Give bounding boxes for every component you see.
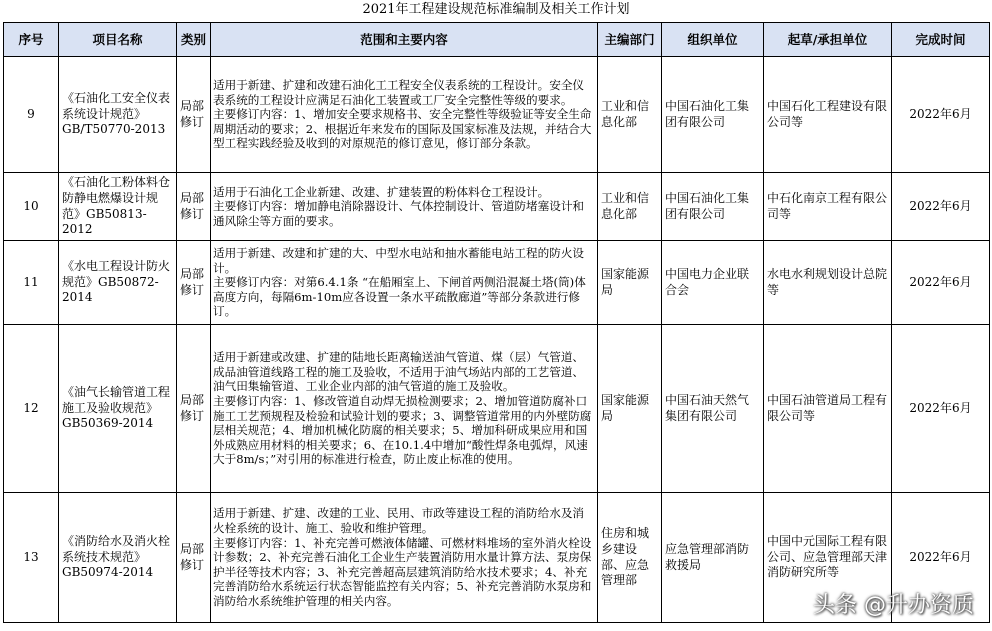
category: 局部修订 <box>177 241 211 325</box>
table-row <box>4 325 990 493</box>
editing-dept: 国家能源局 <box>598 325 662 493</box>
scope-content: 适用于新建或改建、扩建的陆地长距离输送油气管道、煤（层）气管道、成品油管道线路工程的施工及验收，不适用于油气场站内部的工艺管道、油气田集输管道、工业企业内部的油气管道的施工及验收。 主要修订内容：1、修改管道自动焊无损检测要求；2、增加管道防腐补口施工工艺预规程及检验和试验计划的要求；3、调整管道常用的内外壁防腐层相关规范；4、增加机械化防腐的相关要求；5、增加科研成果应用和国外成熟应用材料的相关要求；6、在10.1.4中增加“酸性焊条电弧焊，风速大于8m/s；”对引用的标准进行检查，防止废止标准的使用。 <box>211 325 598 493</box>
row-number: 11 <box>4 241 59 325</box>
organizer: 应急管理部消防救援局 <box>662 493 764 623</box>
editing-dept: 工业和信息化部 <box>598 173 662 241</box>
drafting-unit: 中国中元国际工程有限公司、应急管理部天津消防研究所等 <box>764 493 892 623</box>
completion-date: 2022年6月 <box>892 493 990 623</box>
category: 局部修订 <box>177 493 211 623</box>
document-title: 2021年工程建设规范标准编制及相关工作计划 <box>362 2 630 17</box>
project-name: 《石油化工粉体料仓防静电燃爆设计规范》GB50813-2012 <box>59 173 177 241</box>
table-row <box>4 241 990 325</box>
table-row <box>4 57 990 173</box>
project-name: 《油气长输管道工程施工及验收规范》GB50369-2014 <box>59 325 177 493</box>
scope-content: 适用于新建、扩建、改建的工业、民用、市政等建设工程的消防给水及消火栓系统的设计、施工、验收和维护管理。 主要修订内容：1、补充完善可燃液体储罐、可燃材料堆场的室外消火栓设计参数；2、补充完善石油化工企业生产装置消防用水量计算方法、泵房保护半径等技术内容；3、补充完善超高层建筑消防给水技术要求；4、补充完善消防给水系统运行状态智能监控有关内容；5、补充完善消防水泵房和消防给水系统维护管理的相关内容。 <box>211 493 598 623</box>
plan-table <box>3 22 990 623</box>
category: 局部修订 <box>177 325 211 493</box>
watermark: 头条 @升办资质 <box>813 593 974 618</box>
drafting-unit: 水电水利规划设计总院等 <box>764 241 892 325</box>
editing-dept: 国家能源局 <box>598 241 662 325</box>
category: 局部修订 <box>177 57 211 173</box>
header-dept: 主编部门 <box>598 23 662 57</box>
scope-content: 适用于石油化工企业新建、改建、扩建装置的粉体料仓工程设计。 主要修订内容：增加静电消除器设计、气体控制设计、管道防堵塞设计和通风除尘等方面的要求。 <box>211 173 598 241</box>
project-name: 《水电工程设计防火规范》GB50872-2014 <box>59 241 177 325</box>
header-category: 类别 <box>177 23 211 57</box>
project-name: 《消防给水及消火栓系统技术规范》GB50974-2014 <box>59 493 177 623</box>
editing-dept: 住房和城乡建设部、应急管理部 <box>598 493 662 623</box>
organizer: 中国石油化工集团有限公司 <box>662 57 764 173</box>
row-number: 13 <box>4 493 59 623</box>
header-scope: 范围和主要内容 <box>211 23 598 57</box>
header-date: 完成时间 <box>892 23 990 57</box>
header-no: 序号 <box>4 23 59 57</box>
drafting-unit: 中石化南京工程有限公司等 <box>764 173 892 241</box>
scope-content: 适用于新建、扩建和改建石油化工工程安全仪表系统的工程设计。安全仪表系统的工程设计应满足石油化工装置或工厂安全完整性等级的要求。 主要修订内容：1、增加安全要求规格书、安全完整性等级验证等安全生命周期活动的要求；2、根据近年来发布的国际及国家标准及法规，并结合大型工程实践经验及收到的对原规范的修订意见，修订部分条款。 <box>211 57 598 173</box>
scope-content: 适用于新建、改建和扩建的大、中型水电站和抽水蓄能电站工程的防火设计。 主要修订内容：对第6.4.1条 “在船厢室上、下闸首两侧沿混凝土塔(筒)体高度方向，每隔6m-10m应各设置一条水平疏散廊道”等部分条款进行修订。 <box>211 241 598 325</box>
completion-date: 2022年6月 <box>892 241 990 325</box>
header-name: 项目名称 <box>59 23 177 57</box>
header-drafter: 起草/承担单位 <box>764 23 892 57</box>
row-number: 9 <box>4 57 59 173</box>
organizer: 中国石油天然气集团有限公司 <box>662 325 764 493</box>
editing-dept: 工业和信息化部 <box>598 57 662 173</box>
organizer: 中国电力企业联合会 <box>662 241 764 325</box>
table-header-row <box>4 23 990 57</box>
organizer: 中国石油化工集团有限公司 <box>662 173 764 241</box>
category: 局部修订 <box>177 173 211 241</box>
header-org: 组织单位 <box>662 23 764 57</box>
completion-date: 2022年6月 <box>892 57 990 173</box>
drafting-unit: 中国石油管道局工程有限公司等 <box>764 325 892 493</box>
completion-date: 2022年6月 <box>892 325 990 493</box>
row-number: 12 <box>4 325 59 493</box>
completion-date: 2022年6月 <box>892 173 990 241</box>
project-name: 《石油化工安全仪表系统设计规范》GB/T50770-2013 <box>59 57 177 173</box>
drafting-unit: 中国石化工程建设有限公司等 <box>764 57 892 173</box>
row-number: 10 <box>4 173 59 241</box>
table-row <box>4 173 990 241</box>
